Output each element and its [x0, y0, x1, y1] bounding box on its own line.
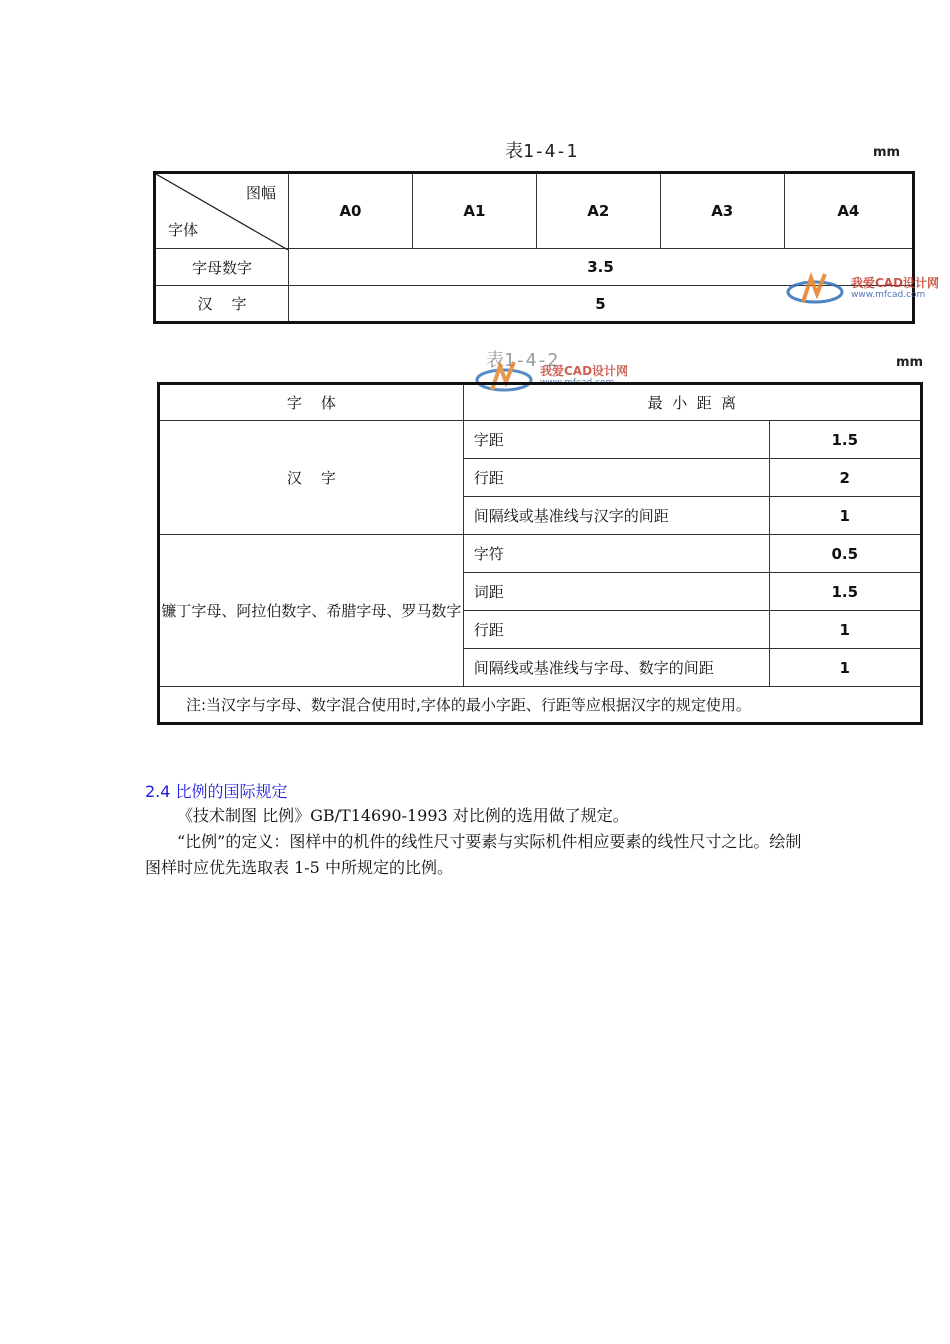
watermark-url: www.mfcad.com	[540, 378, 615, 388]
item-value: 1	[769, 497, 921, 535]
row-value: 5	[289, 286, 914, 323]
column-header: A3	[660, 173, 784, 249]
item-label: 间隔线或基准线与字母、数字的间距	[463, 649, 769, 687]
group-name: 汉 字	[159, 421, 464, 535]
column-header: A4	[784, 173, 913, 249]
table-note-row	[159, 687, 922, 724]
row-value: 3.5	[289, 249, 914, 286]
item-value: 1	[769, 649, 921, 687]
item-label: 行距	[463, 611, 769, 649]
item-label: 字距	[463, 421, 769, 459]
row-label: 汉 字	[155, 286, 289, 323]
table2-unit: mm	[896, 355, 924, 370]
item-value: 1.5	[769, 421, 921, 459]
watermark-title: 我爱CAD设计网	[540, 364, 629, 378]
row-label: 字母数字	[155, 249, 289, 286]
table-row	[159, 421, 922, 459]
table2-caption: 表1-4-2	[486, 350, 559, 371]
item-value: 1	[769, 611, 921, 649]
group-name: 镰丁字母、阿拉伯数字、希腊字母、罗马数字	[159, 535, 464, 687]
section-heading: 2.4 比例的国际规定	[145, 782, 288, 801]
column-header: A2	[536, 173, 660, 249]
table-row	[159, 535, 922, 573]
table1-caption: 表1-4-1	[505, 141, 578, 162]
watermark-title: 我爱CAD设计网	[851, 276, 940, 290]
item-value: 1.5	[769, 573, 921, 611]
paragraph: “比例”的定义：图样中的机件的线性尺寸要素与实际机件相应要素的线性尺寸之比。绘制图样时应优先选取表 1-5 中所规定的比例。	[145, 832, 802, 877]
watermark	[785, 268, 939, 308]
item-value: 2	[769, 459, 921, 497]
corner-top-label: 图幅	[245, 184, 276, 202]
min-spacing-table	[157, 382, 923, 725]
header-font: 字 体	[159, 384, 464, 421]
table-note: 注:当汉字与字母、数字混合使用时,字体的最小字距、行距等应根据汉字的规定使用。	[159, 687, 922, 724]
corner-bottom-label: 字体	[168, 221, 199, 239]
item-label: 词距	[463, 573, 769, 611]
mfcad-logo-icon	[785, 268, 847, 308]
column-header: A1	[412, 173, 536, 249]
paragraph: 《技术制图 比例》GB/T14690-1993 对比例的选用做了规定。	[177, 806, 629, 825]
item-label: 间隔线或基准线与汉字的间距	[463, 497, 769, 535]
table1-corner-cell	[155, 173, 289, 249]
watermark-url: www.mfcad.com	[851, 290, 926, 300]
item-label: 字符	[463, 535, 769, 573]
column-header: A0	[289, 173, 413, 249]
item-label: 行距	[463, 459, 769, 497]
item-value: 0.5	[769, 535, 921, 573]
header-min-distance: 最 小 距 离	[463, 384, 921, 421]
table1-unit: mm	[873, 145, 901, 160]
